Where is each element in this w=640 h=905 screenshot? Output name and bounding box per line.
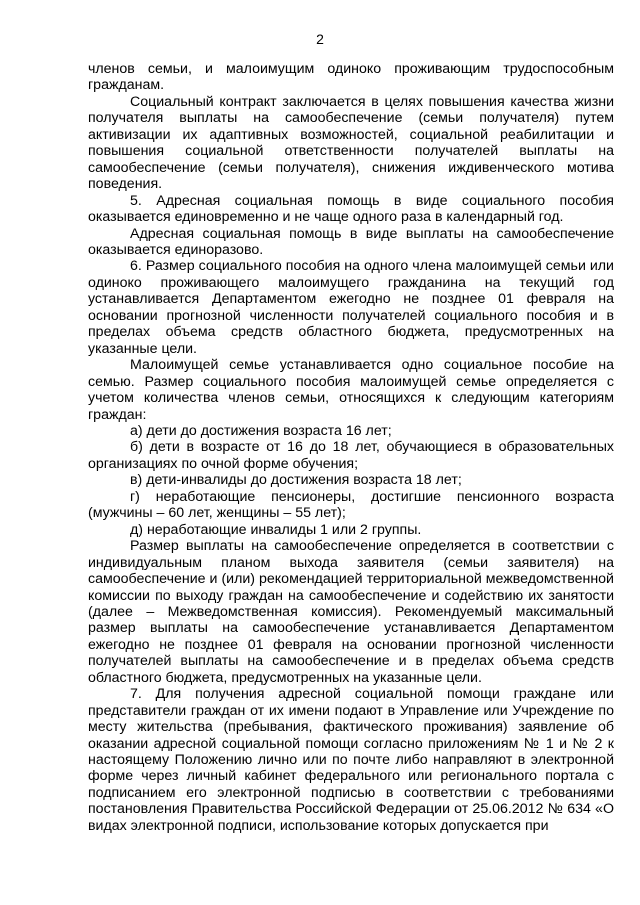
paragraph-continuation: членов семьи, и малоимущим одиноко проживающим трудоспособным гражданам. — [88, 61, 614, 94]
paragraph-payment-size: Размер выплаты на самообеспечение определяется в соответствии с индивидуальным планом выхода заявителя (семьи заявителя) на самообеспечение и (или) рекомендацией территориальной межведомственной комиссии по выходу граждан на самообеспечение и содействию их занятости (далее – Межведомственная комиссия). Рекомендуемый максимальный размер выплаты на самообеспечение устанавливается Департаментом ежегодно не позднее 01 февраля на основании прогнозной численности получателей выплаты на самообеспечение и в пределах объема средств областного бюджета, предусмотренных на указанные цели. — [88, 538, 614, 686]
paragraph-item-7: 7. Для получения адресной социальной помощи граждане или представители граждан от их имени подают в Управление или Учреждение по месту жительства (пребывания, фактического проживания) заявление об оказании адресной социальной помощи согласно приложениям № 1 и № 2 к настоящему Положению лично или по почте либо направляют в электронной форме через личный кабинет федерального или регионального портала с подписанием его электронной подписью в соответствии с требованиями постановления Правительства Российской Федерации от 25.06.2012 № 634 «О видах электронной подписи, использование которых допускается при — [88, 686, 614, 834]
paragraph-item-6: 6. Размер социального пособия на одного члена малоимущей семьи или одиноко проживающего малоимущего гражданина на текущий год устанавливается Департаментом ежегодно не позднее 01 февраля на основании прогнозной численности получателей социального пособия и в пределах объема средств областного бюджета, предусмотренных на указанные цели. — [88, 258, 614, 357]
list-item-a: а) дети до достижения возраста 16 лет; — [130, 422, 392, 439]
paragraph-social-contract: Социальный контракт заключается в целях повышения качества жизни получателя выплаты на самообеспечение (семьи получателя) путем активизации их адаптивных возможностей, социальной реабилитации и повышения социальной ответственности получателей выплаты на самообеспечение (семьи получателя), снижения иждивенческого мотива поведения. — [88, 93, 614, 193]
list-item-b: б) дети в возрасте от 16 до 18 лет, обучающиеся в образовательных организациях по очной форме обучения; — [88, 439, 614, 472]
list-item-d: д) неработающие инвалиды 1 или 2 группы. — [130, 521, 422, 538]
paragraph-self-support-payment: Адресная социальная помощь в виде выплаты на самообеспечение оказывается единоразово. — [88, 225, 614, 258]
paragraph-family-allowance: Малоимущей семье устанавливается одно социальное пособие на семью. Размер социального пособия малоимущей семье определяется с учетом количества членов семьи, относящихся к следующим категориям граждан: — [88, 357, 614, 423]
list-item-v: в) дети-инвалиды до достижения возраста 18 лет; — [130, 472, 462, 489]
paragraph-item-5: 5. Адресная социальная помощь в виде социального пособия оказывается единовременно и не чаще одного раза в календарный год. — [88, 192, 614, 226]
page-number: 2 — [316, 31, 324, 47]
document-body — [88, 61, 614, 834]
list-item-g: г) неработающие пенсионеры, достигшие пенсионного возраста (мужчины – 60 лет, женщины – 55 лет); — [88, 488, 614, 522]
